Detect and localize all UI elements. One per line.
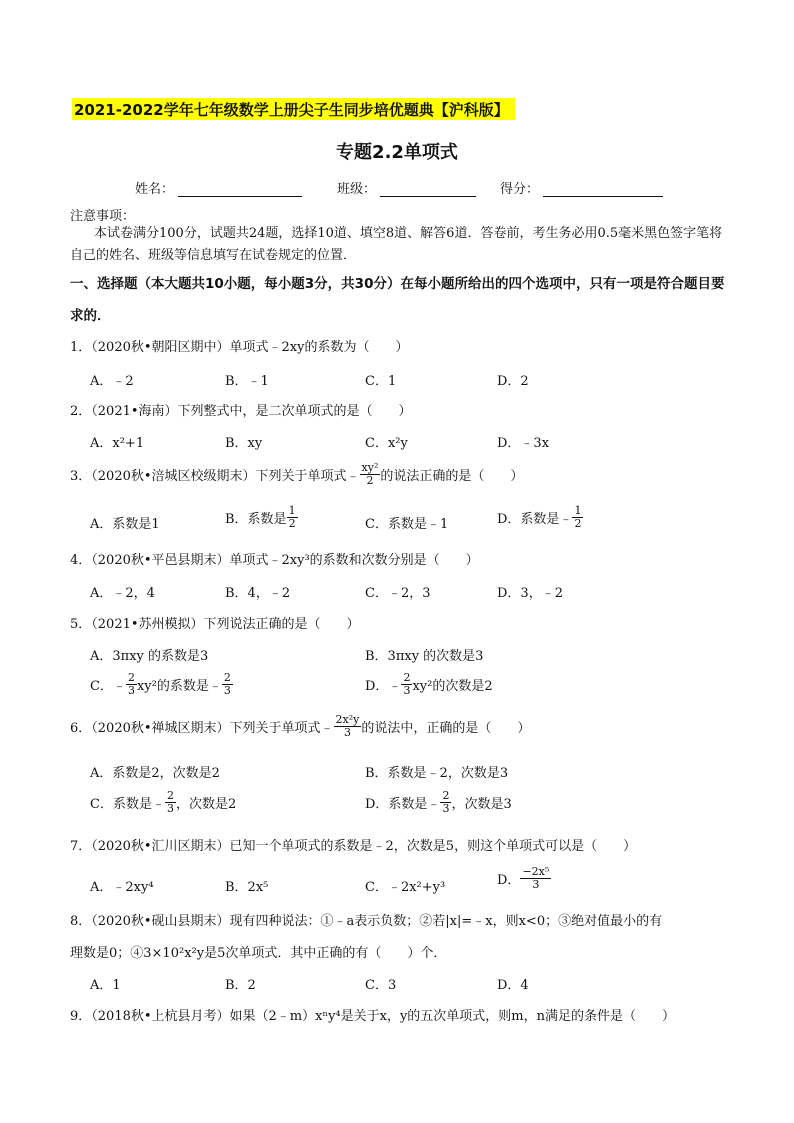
page-title: 专题2.2单项式 [336,142,458,163]
q6-option-c[interactable]: C．系数是﹣ $\frac{2}{3}$ ，次数是2 [90,789,237,815]
q5-option-d-fraction: $\frac{2}{3}$ [403,671,411,697]
question-8-stem: 8．（2020秋•砚山县期末）现有四种说法：①﹣a表示负数；②若|x|=﹣x，则x<0；③绝对值最小的有 [70,914,663,929]
q8-option-c[interactable]: C．3 [365,978,397,993]
name-label: 姓名： [135,182,175,197]
q8-option-d[interactable]: D．4 [497,978,529,993]
q6-stem-fraction: $\frac{\text{2x²y}}{3}$ [335,713,360,739]
score-field[interactable] [500,178,663,197]
section-1-heading: 一、选择题（本大题共10小题，每小题3分，共30分）在每小题所给出的四个选项中，只有一项是符合题目要求的． [70,276,725,324]
q4-option-d[interactable]: D．3，﹣2 [497,586,563,601]
header-text: 2021-2022学年七年级数学上册尖子生同步培优题典【沪科版】 [74,100,509,119]
question-7-stem: 7．（2020秋•汇川区期末）已知一个单项式的系数是﹣2，次数是5，则这个单项式可以是（ ） [70,839,637,854]
question-9-stem: 9．（2018秋•上杭县月考）如果（2﹣m）xⁿy⁴是关于x，y的五次单项式，则m，n满足的条件是（ ） [70,1009,676,1024]
q5-option-c[interactable]: C．﹣ $\frac{2}{3}$ xy²的系数是﹣ $\frac{2}{3}$ [90,671,231,697]
q4-option-a[interactable]: A．﹣2，4 [90,586,155,601]
header-banner [72,98,515,120]
q5-option-c-fraction-1: $\frac{2}{3}$ [127,671,135,697]
q6-option-c-fraction: $\frac{2}{3}$ [166,789,174,815]
q3-option-b-fraction: $\frac{1}{2}$ [288,504,296,530]
q3-option-c[interactable]: C．系数是﹣1 [365,517,449,532]
class-label: 班级： [337,182,377,197]
q6-option-b[interactable]: B．系数是﹣2，次数是3 [365,766,509,781]
q5-option-d[interactable]: D．﹣ $\frac{2}{3}$ xy²的次数是2 [365,671,493,697]
question-4-stem: 4．（2020秋•平邑县期末）单项式﹣2xy³的系数和次数分别是（ ） [70,553,479,568]
q5-option-c-fraction-2: $\frac{2}{3}$ [223,671,231,697]
notes-body: 本试卷满分100分，试题共24题，选择10道、填空8道、解答6道．答卷前，考生务必用0.5毫米黑色签字笔将自己的姓名、班级等信息填写在试卷规定的位置． [70,226,723,263]
q1-option-c[interactable]: C．1 [365,374,397,389]
q5-option-a[interactable]: A．3πxy 的系数是3 [90,649,209,664]
q8-option-a[interactable]: A．1 [90,978,121,993]
question-3-stem: 3．（2020秋•涪城区校级期末）下列关于单项式﹣ $\frac{\text{xy²}}{2}$ 的说法正确的是（ ） [70,461,524,487]
q2-option-c[interactable]: C．x²y [365,436,408,451]
q1-option-a[interactable]: A．﹣2 [90,374,134,389]
q7-option-a[interactable]: A．﹣2xy⁴ [90,880,154,895]
q6-option-a[interactable]: A．系数是2，次数是2 [90,766,220,781]
q1-option-b[interactable]: B．﹣1 [225,374,269,389]
q1-option-d[interactable]: D．2 [497,374,529,389]
q6-option-d[interactable]: D．系数是﹣ $\frac{2}{3}$ ，次数是3 [365,789,512,815]
score-label: 得分： [500,182,540,197]
q5-option-b[interactable]: B．3πxy 的次数是3 [365,649,484,664]
q2-option-a[interactable]: A．x²+1 [90,436,145,451]
question-1-stem: 1．（2020秋•朝阳区期中）单项式﹣2xy的系数为（ ） [70,340,409,355]
q2-option-d[interactable]: D．﹣3x [497,436,550,451]
q8-option-b[interactable]: B．2 [225,978,256,993]
q3-option-d-fraction: $\frac{1}{2}$ [574,504,582,530]
question-6-stem: 6．（2020秋•禅城区期末）下列关于单项式﹣ $\frac{\text{2x²y}}{3}$ 的说法中，正确的是（ ） [70,713,531,739]
q3-option-a[interactable]: A．系数是1 [90,517,160,532]
q3-option-d[interactable]: D．系数是﹣ $\frac{1}{2}$ [497,504,582,530]
q7-option-d-fraction: $\frac{\text{−2x⁵}}{3}$ [522,865,550,891]
question-5-stem: 5．（2021•苏州模拟）下列说法正确的是（ ） [70,617,360,632]
q3-stem-fraction: $\frac{\text{xy²}}{2}$ [361,461,379,487]
q7-option-b[interactable]: B．2x⁵ [225,880,269,895]
q7-option-d[interactable]: D． $\frac{\text{−2x⁵}}{3}$ [497,865,550,891]
q4-option-b[interactable]: B．4，﹣2 [225,586,291,601]
question-8-stem-line2: 理数是0；④3×10²x²y是5次单项式．其中正确的有（ ）个． [70,946,447,961]
class-field[interactable] [337,178,476,197]
q4-option-c[interactable]: C．﹣2，3 [365,586,431,601]
notes-heading: 注意事项： [70,209,136,224]
q6-option-d-fraction: $\frac{2}{3}$ [442,789,450,815]
q2-option-b[interactable]: B．xy [225,436,263,451]
q3-option-b[interactable]: B．系数是 $\frac{1}{2}$ [225,504,296,530]
question-2-stem: 2．（2021•海南）下列整式中，是二次单项式的是（ ） [70,404,412,419]
name-field[interactable] [135,178,302,197]
q7-option-c[interactable]: C．﹣2x²+y³ [365,880,446,895]
